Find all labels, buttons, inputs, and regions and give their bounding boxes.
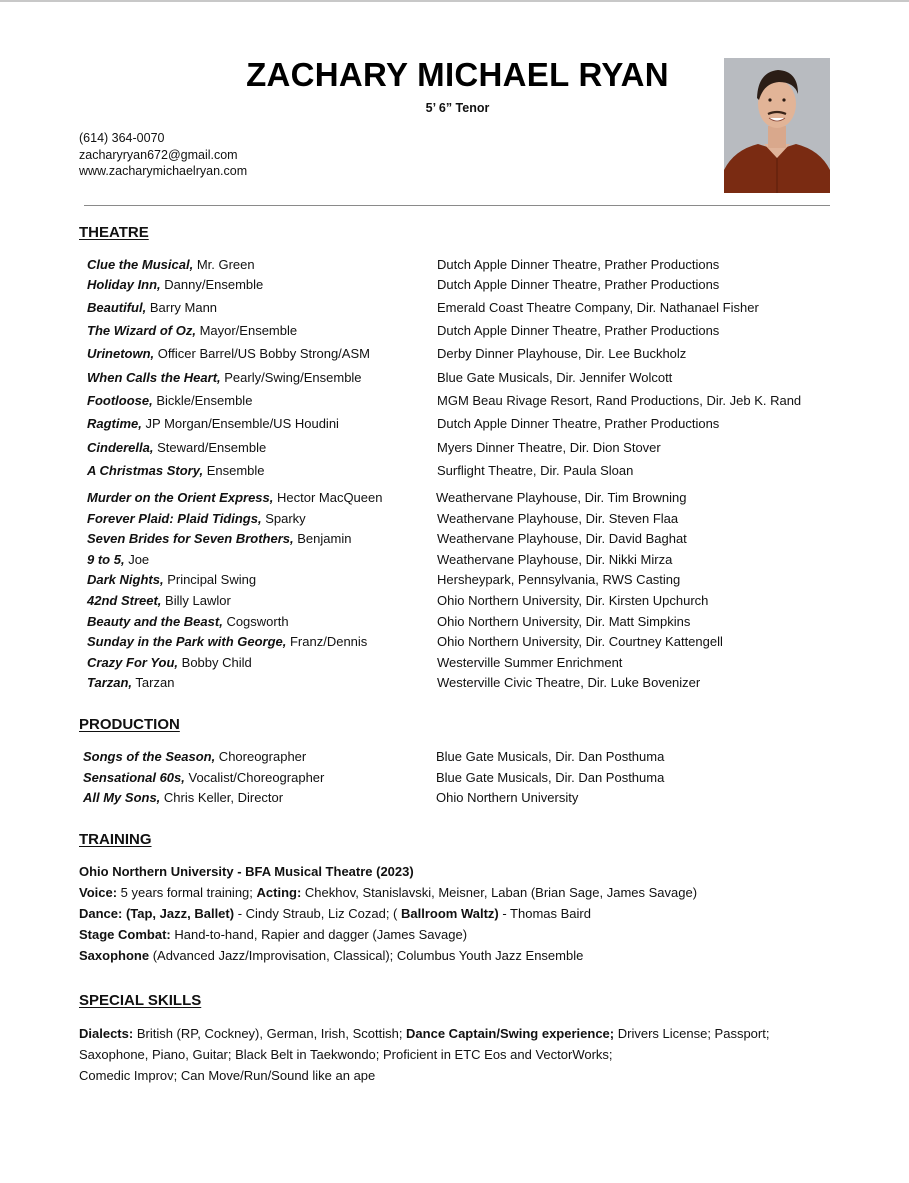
credit-row <box>83 747 843 768</box>
acting-text: Chekhov, Stanislavski, Meisner, Laban (Brian Sage, James Savage) <box>301 885 698 900</box>
credit-row <box>87 368 847 391</box>
skills-line-1 <box>79 1023 769 1044</box>
show-title: Clue the Musical, <box>87 257 194 272</box>
show-title: All My Sons, <box>83 790 161 805</box>
role-name: Officer Barrel/US Bobby Strong/ASM <box>154 346 370 361</box>
voice-label: Voice: <box>79 885 118 900</box>
skills-line-3: Comedic Improv; Can Move/Run/Sound like an ape <box>79 1068 376 1083</box>
role-name: Franz/Dennis <box>286 634 368 649</box>
credit-row <box>87 438 847 461</box>
role-name: Hector MacQueen <box>273 490 383 505</box>
role-name: Bobby Child <box>178 655 252 670</box>
show-title: Cinderella, <box>87 440 154 455</box>
dance-line <box>79 903 697 924</box>
role-name: Tarzan <box>132 675 175 690</box>
credit-row <box>87 321 847 344</box>
show-title: Ragtime, <box>87 416 142 431</box>
venue-name: Blue Gate Musicals, Dir. Dan Posthuma <box>436 749 665 764</box>
venue-name: Dutch Apple Dinner Theatre, Prather Productions <box>437 277 720 292</box>
venue-name: Hersheypark, Pennsylvania, RWS Casting <box>437 572 681 587</box>
ballroom-text: - Thomas Baird <box>498 906 591 921</box>
credit-row <box>87 550 847 570</box>
credit-row <box>83 788 843 809</box>
role-name: Billy Lawlor <box>161 593 231 608</box>
show-title: Footloose, <box>87 393 153 408</box>
role-name: Barry Mann <box>146 300 218 315</box>
page-top-border <box>0 0 909 2</box>
venue-name: MGM Beau Rivage Resort, Rand Productions, Dir. Jeb K. Rand <box>437 393 802 408</box>
show-title: Beautiful, <box>87 300 147 315</box>
venue-name: Weathervane Playhouse, Dir. David Baghat <box>437 531 687 546</box>
captain-text: Drivers License; Passport; <box>614 1026 770 1041</box>
role-name: Benjamin <box>293 531 352 546</box>
training-heading: TRAINING <box>79 831 152 848</box>
venue-name: Blue Gate Musicals, Dir. Dan Posthuma <box>436 770 665 785</box>
role-name: Choreographer <box>215 749 307 764</box>
role-name: Joe <box>124 552 150 567</box>
credit-row <box>87 391 847 414</box>
show-title: Dark Nights, <box>87 572 164 587</box>
role-name: Cogsworth <box>222 614 289 629</box>
credit-row <box>87 414 847 438</box>
role-name: Bickle/Ensemble <box>152 393 253 408</box>
credit-row <box>87 344 847 368</box>
contact-block <box>79 130 247 180</box>
credit-row <box>87 275 847 298</box>
theatre-heading: THEATRE <box>79 224 149 241</box>
show-title: When Calls the Heart, <box>87 370 221 385</box>
show-title: Murder on the Orient Express, <box>87 490 274 505</box>
combat-text: Hand-to-hand, Rapier and dagger (James Savage) <box>170 927 468 942</box>
degree-line <box>79 861 697 882</box>
production-credits <box>83 747 843 809</box>
role-name: Mayor/Ensemble <box>195 323 298 338</box>
venue-name: Dutch Apple Dinner Theatre, Prather Productions <box>437 323 720 338</box>
credit-row <box>87 570 847 591</box>
venue-name: Myers Dinner Theatre, Dir. Dion Stover <box>437 440 661 455</box>
credit-row <box>87 529 847 550</box>
role-name: Mr. Green <box>193 257 255 272</box>
show-title: Forever Plaid: Plaid Tidings, <box>87 511 262 526</box>
venue-name: Dutch Apple Dinner Theatre, Prather Productions <box>437 416 720 431</box>
role-name: Ensemble <box>203 463 265 478</box>
credit-row <box>87 653 847 673</box>
combat-line <box>79 924 697 945</box>
venue-name: Weathervane Playhouse, Dir. Steven Flaa <box>437 511 679 526</box>
height-voice-type: 5’ 6” Tenor <box>425 101 490 115</box>
show-title: 42nd Street, <box>87 593 162 608</box>
show-title: Holiday Inn, <box>87 277 161 292</box>
production-heading: PRODUCTION <box>79 716 180 733</box>
show-title: Urinetown, <box>87 346 155 361</box>
email-address: zacharyryan672@gmail.com <box>79 147 238 162</box>
sax-label: Saxophone <box>79 948 150 963</box>
skills-line-2: Saxophone, Piano, Guitar; Black Belt in Taekwondo; Proficient in ETC Eos and VectorWorks; <box>79 1047 613 1062</box>
credit-row <box>87 255 847 275</box>
show-title: Seven Brides for Seven Brothers, <box>87 531 294 546</box>
dance-text: - Cindy Straub, Liz Cozad; ( <box>234 906 401 921</box>
venue-name: Ohio Northern University <box>436 790 579 805</box>
show-title: Songs of the Season, <box>83 749 216 764</box>
role-name: Sparky <box>261 511 306 526</box>
phone-number: (614) 364-0070 <box>79 131 165 145</box>
venue-name: Emerald Coast Theatre Company, Dir. Nathanael Fisher <box>437 300 759 315</box>
show-title: Tarzan, <box>87 675 133 690</box>
captain-label: Dance Captain/Swing experience; <box>406 1026 615 1041</box>
venue-name: Dutch Apple Dinner Theatre, Prather Productions <box>437 257 720 272</box>
venue-name: Westerville Civic Theatre, Dir. Luke Bovenizer <box>437 675 701 690</box>
special-skills-details <box>79 1023 769 1086</box>
dance-label: Dance: (Tap, Jazz, Ballet) <box>79 906 235 921</box>
show-title: Sunday in the Park with George, <box>87 634 287 649</box>
headshot-photo <box>724 58 830 193</box>
show-title: Crazy For You, <box>87 655 179 670</box>
show-title: Sensational 60s, <box>83 770 185 785</box>
credit-row <box>87 461 847 484</box>
training-details <box>79 861 697 966</box>
theatre-credits <box>87 255 847 484</box>
ballroom-label: Ballroom Waltz) <box>400 906 499 921</box>
role-name: Principal Swing <box>163 572 257 587</box>
venue-name: Ohio Northern University, Dir. Kirsten Upchurch <box>437 593 709 608</box>
credit-row <box>87 673 847 694</box>
voice-text: 5 years formal training; <box>117 885 257 900</box>
venue-name: Westerville Summer Enrichment <box>437 655 623 670</box>
venue-name: Weathervane Playhouse, Dir. Nikki Mirza <box>437 552 673 567</box>
credit-row <box>87 298 847 321</box>
show-title: 9 to 5, <box>87 552 125 567</box>
role-name: JP Morgan/Ensemble/US Houdini <box>141 416 339 431</box>
show-title: Beauty and the Beast, <box>87 614 223 629</box>
credit-row <box>87 632 847 653</box>
headshot-image <box>724 58 830 193</box>
theatre-credits-continued <box>87 488 847 694</box>
role-name: Chris Keller, Director <box>160 790 284 805</box>
credit-row <box>87 509 847 529</box>
role-name: Vocalist/Choreographer <box>184 770 325 785</box>
sax-text: (Advanced Jazz/Improvisation, Classical); Columbus Youth Jazz Ensemble <box>149 948 584 963</box>
special-skills-heading: SPECIAL SKILLS <box>79 992 202 1009</box>
venue-name: Ohio Northern University, Dir. Matt Simpkins <box>437 614 691 629</box>
venue-name: Blue Gate Musicals, Dir. Jennifer Wolcott <box>437 370 673 385</box>
credit-row <box>87 591 847 612</box>
venue-name: Surflight Theatre, Dir. Paula Sloan <box>437 463 634 478</box>
dialects-label: Dialects: <box>79 1026 134 1041</box>
credit-row <box>87 488 847 509</box>
degree-text: Ohio Northern University - BFA Musical Theatre (2023) <box>79 864 414 879</box>
credit-row <box>83 768 843 788</box>
role-name: Pearly/Swing/Ensemble <box>220 370 362 385</box>
voice-acting-line <box>79 882 697 903</box>
website-link[interactable]: www.zacharymichaelryan.com <box>79 164 248 178</box>
combat-label: Stage Combat: <box>79 927 171 942</box>
show-title: A Christmas Story, <box>87 463 204 478</box>
venue-name: Weathervane Playhouse, Dir. Tim Browning <box>436 490 687 505</box>
credit-row <box>87 612 847 632</box>
saxophone-line <box>79 945 697 966</box>
show-title: The Wizard of Oz, <box>87 323 196 338</box>
role-name: Steward/Ensemble <box>153 440 267 455</box>
header-divider <box>84 205 830 206</box>
performer-name: ZACHARY MICHAEL RYAN <box>246 56 669 93</box>
role-name: Danny/Ensemble <box>160 277 264 292</box>
venue-name: Ohio Northern University, Dir. Courtney Kattengell <box>437 634 723 649</box>
venue-name: Derby Dinner Playhouse, Dir. Lee Buckholz <box>437 346 687 361</box>
dialects-text: British (RP, Cockney), German, Irish, Scottish; <box>133 1026 407 1041</box>
acting-label: Acting: <box>256 885 302 900</box>
